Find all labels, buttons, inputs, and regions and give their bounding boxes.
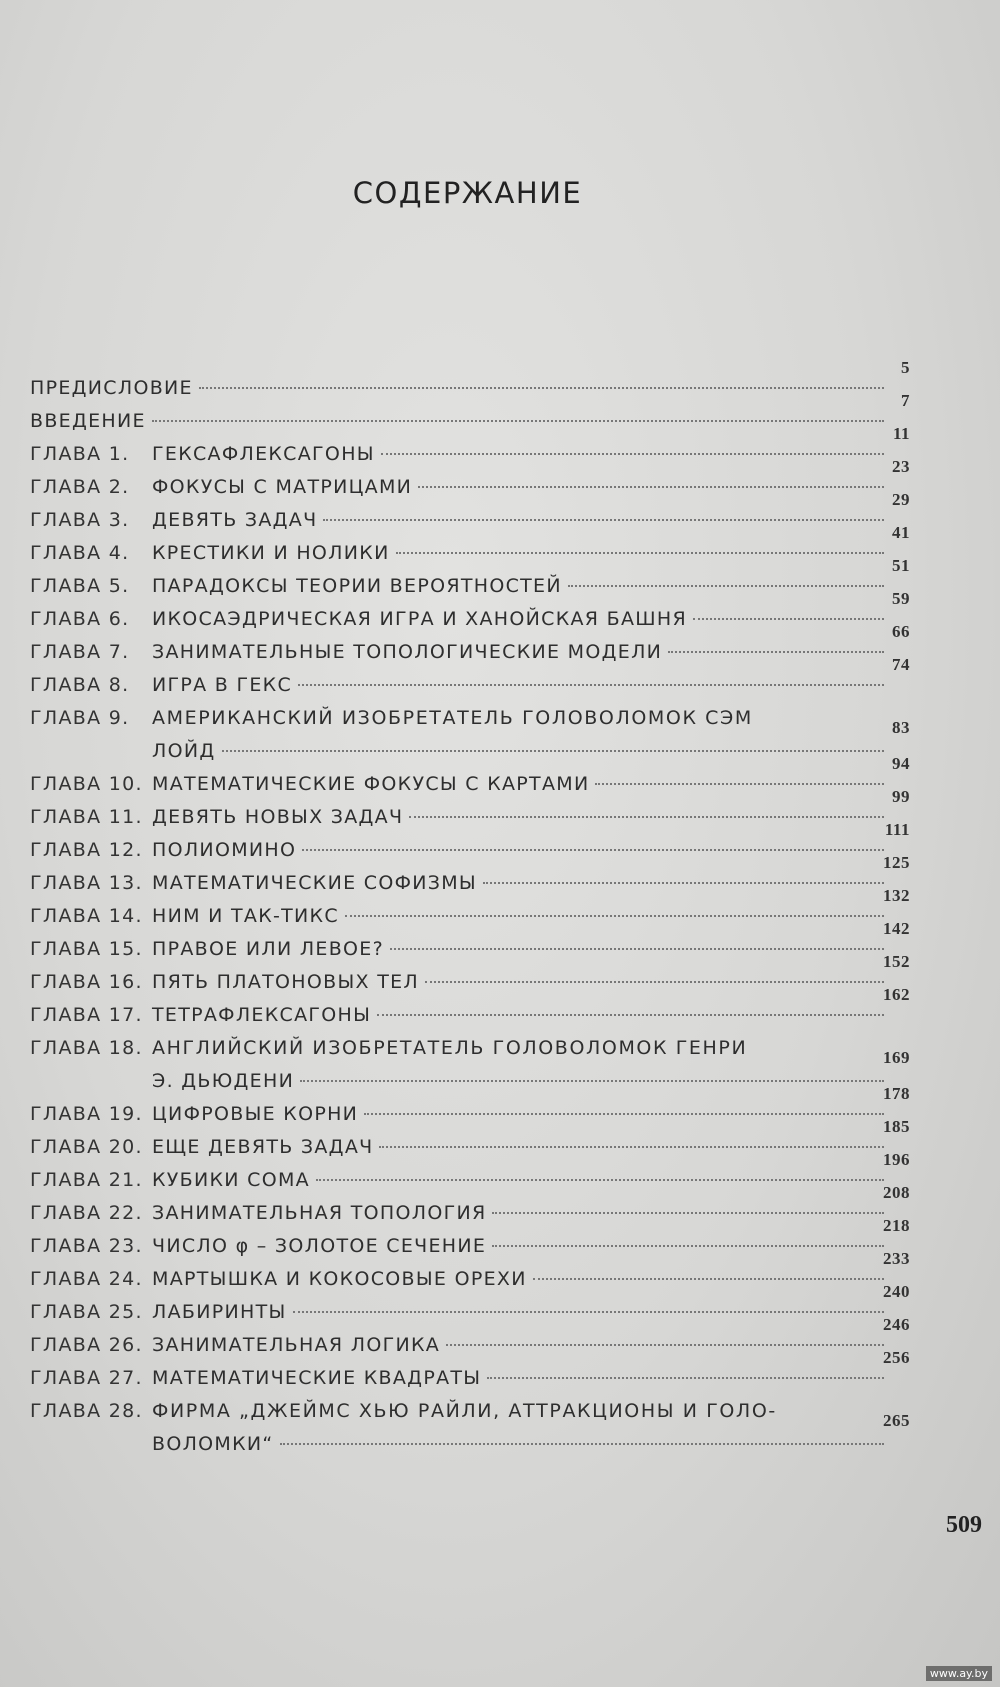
chapter-title: ПРЕДИСЛОВИЕ bbox=[30, 377, 193, 399]
dot-leader bbox=[381, 453, 884, 455]
chapter-title: ТЕТРАФЛЕКСАГОНЫ bbox=[152, 1004, 372, 1026]
chapter-prefix: ГЛАВА 18. bbox=[30, 1037, 143, 1059]
chapter-title: ИГРА В ГЕКС bbox=[152, 674, 293, 696]
page-number: 51 bbox=[892, 556, 910, 575]
dot-leader bbox=[323, 519, 884, 521]
chapter-title: ДЕВЯТЬ НОВЫХ ЗАДАЧ bbox=[152, 806, 404, 828]
toc-entry bbox=[30, 820, 960, 867]
chapter-title: ЗАНИМАТЕЛЬНАЯ ТОПОЛОГИЯ bbox=[152, 1202, 487, 1224]
entry-body bbox=[152, 438, 960, 471]
entry-body bbox=[152, 1230, 960, 1263]
toc-entry bbox=[30, 1150, 960, 1197]
dot-leader bbox=[298, 684, 884, 686]
chapter-prefix: ГЛАВА 21. bbox=[30, 1169, 143, 1191]
chapter-prefix: ГЛАВА 2. bbox=[30, 476, 130, 498]
entry-body bbox=[152, 1296, 960, 1329]
toc-entry bbox=[30, 886, 960, 933]
chapter-prefix: ГЛАВА 15. bbox=[30, 938, 143, 960]
chapter-prefix: ГЛАВА 1. bbox=[30, 443, 130, 465]
dot-leader bbox=[152, 420, 884, 422]
page-number: 240 bbox=[883, 1282, 910, 1301]
entry-body bbox=[152, 537, 960, 570]
chapter-prefix: ГЛАВА 16. bbox=[30, 971, 143, 993]
page-number: 169 bbox=[883, 1048, 910, 1067]
dot-leader bbox=[568, 585, 884, 587]
chapter-prefix: ГЛАВА 9. bbox=[30, 707, 130, 729]
page-number: 111 bbox=[884, 820, 910, 839]
toc-entry bbox=[30, 1032, 960, 1098]
page-number: 66 bbox=[892, 622, 910, 641]
page-folio-number: 509 bbox=[946, 1512, 982, 1538]
dot-leader bbox=[446, 1344, 884, 1346]
page-number: 83 bbox=[892, 718, 910, 737]
entry-body bbox=[152, 1098, 960, 1131]
chapter-title: ДЕВЯТЬ ЗАДАЧ bbox=[152, 509, 318, 531]
page-number: 94 bbox=[892, 754, 910, 773]
dot-leader bbox=[418, 486, 884, 488]
chapter-prefix: ГЛАВА 14. bbox=[30, 905, 143, 927]
entry-body bbox=[152, 933, 960, 966]
entry-body bbox=[152, 1197, 960, 1230]
chapter-prefix: ГЛАВА 6. bbox=[30, 608, 130, 630]
toc-entry bbox=[30, 1216, 960, 1263]
chapter-title: ЗАНИМАТЕЛЬНЫЕ ТОПОЛОГИЧЕСКИЕ МОДЕЛИ bbox=[152, 641, 663, 663]
chapter-prefix: ГЛАВА 25. bbox=[30, 1301, 143, 1323]
dot-leader bbox=[595, 783, 884, 785]
page-number: 178 bbox=[883, 1084, 910, 1103]
dot-leader bbox=[492, 1245, 884, 1247]
toc-entry bbox=[30, 919, 960, 966]
page-number: 246 bbox=[883, 1315, 910, 1334]
page-number: 208 bbox=[883, 1183, 910, 1202]
chapter-prefix: ГЛАВА 22. bbox=[30, 1202, 143, 1224]
chapter-title: НИМ И ТАК-ТИКС bbox=[152, 905, 339, 927]
toc-entry bbox=[30, 1084, 960, 1131]
entry-body bbox=[152, 1131, 960, 1164]
chapter-prefix: ГЛАВА 5. bbox=[30, 575, 130, 597]
entry-body bbox=[152, 900, 960, 933]
dot-leader bbox=[302, 849, 884, 851]
chapter-title: ИКОСАЭДРИЧЕСКАЯ ИГРА И ХАНОЙСКАЯ БАШНЯ bbox=[152, 608, 687, 630]
chapter-title: ГЕКСАФЛЕКСАГОНЫ bbox=[152, 443, 375, 465]
toc-entry bbox=[30, 754, 960, 801]
toc-entry bbox=[30, 853, 960, 900]
entry-body bbox=[152, 1164, 960, 1197]
toc-entry bbox=[30, 490, 960, 537]
chapter-prefix: ГЛАВА 13. bbox=[30, 872, 143, 894]
toc-entry bbox=[30, 622, 960, 669]
toc-entry bbox=[30, 787, 960, 834]
entry-body bbox=[152, 1395, 960, 1461]
dot-leader bbox=[396, 552, 884, 554]
chapter-title: КРЕСТИКИ И НОЛИКИ bbox=[152, 542, 390, 564]
dot-leader bbox=[364, 1113, 884, 1115]
chapter-title-continued: Э. ДЬЮДЕНИ bbox=[152, 1070, 295, 1092]
chapter-title: МАТЕМАТИЧЕСКИЕ ФОКУСЫ С КАРТАМИ bbox=[152, 773, 590, 795]
dot-leader bbox=[492, 1212, 884, 1214]
page-number: 29 bbox=[892, 490, 910, 509]
chapter-title: ЗАНИМАТЕЛЬНАЯ ЛОГИКА bbox=[152, 1334, 441, 1356]
page-number: 41 bbox=[892, 523, 910, 542]
chapter-title-continued: ВОЛОМКИ“ bbox=[152, 1433, 274, 1455]
dot-leader bbox=[409, 816, 884, 818]
toc-entry bbox=[30, 952, 960, 999]
chapter-title: АМЕРИКАНСКИЙ ИЗОБРЕТАТЕЛЬ ГОЛОВОЛОМОК СЭМ bbox=[152, 707, 753, 729]
toc-entry bbox=[30, 391, 960, 438]
toc-entry bbox=[30, 1395, 960, 1461]
page-number: 5 bbox=[901, 358, 910, 377]
dot-leader bbox=[390, 948, 884, 950]
entry-body bbox=[152, 801, 960, 834]
chapter-title: КУБИКИ СОМА bbox=[152, 1169, 310, 1191]
entry-body bbox=[152, 768, 960, 801]
toc-entry bbox=[30, 985, 960, 1032]
entry-body bbox=[152, 1329, 960, 1362]
toc-entry bbox=[30, 424, 960, 471]
dot-leader bbox=[222, 750, 885, 752]
chapter-prefix: ГЛАВА 7. bbox=[30, 641, 130, 663]
chapter-title: ФОКУСЫ С МАТРИЦАМИ bbox=[152, 476, 413, 498]
entry-body bbox=[152, 570, 960, 603]
page-number: 265 bbox=[883, 1411, 910, 1430]
dot-leader bbox=[668, 651, 884, 653]
toc-entry bbox=[30, 1315, 960, 1362]
page-number: 152 bbox=[883, 952, 910, 971]
chapter-title: ПАРАДОКСЫ ТЕОРИИ ВЕРОЯТНОСТЕЙ bbox=[152, 575, 562, 597]
chapter-title: ПРАВОЕ ИЛИ ЛЕВОЕ? bbox=[152, 938, 384, 960]
entry-body bbox=[152, 669, 960, 702]
page-number: 59 bbox=[892, 589, 910, 608]
entry-body bbox=[30, 405, 960, 438]
dot-leader bbox=[280, 1443, 884, 1445]
site-watermark: www.ay.by bbox=[926, 1666, 992, 1681]
dot-leader bbox=[425, 981, 884, 983]
dot-leader bbox=[487, 1377, 884, 1379]
entry-body bbox=[152, 999, 960, 1032]
chapter-prefix: ГЛАВА 26. bbox=[30, 1334, 143, 1356]
dot-leader bbox=[483, 882, 884, 884]
chapter-prefix: ГЛАВА 8. bbox=[30, 674, 130, 696]
entry-body bbox=[152, 1032, 960, 1098]
toc-entry bbox=[30, 1117, 960, 1164]
chapter-title: ЛАБИРИНТЫ bbox=[152, 1301, 287, 1323]
page-number: 74 bbox=[892, 655, 910, 674]
chapter-prefix: ГЛАВА 10. bbox=[30, 773, 143, 795]
entry-body bbox=[152, 966, 960, 999]
toc-entry bbox=[30, 556, 960, 603]
chapter-title: ЦИФРОВЫЕ КОРНИ bbox=[152, 1103, 359, 1125]
page-number: 256 bbox=[883, 1348, 910, 1367]
dot-leader bbox=[199, 387, 884, 389]
entry-body bbox=[152, 1362, 960, 1395]
chapter-prefix: ГЛАВА 12. bbox=[30, 839, 143, 861]
chapter-prefix: ГЛАВА 4. bbox=[30, 542, 130, 564]
page-number: 23 bbox=[892, 457, 910, 476]
toc-entry bbox=[30, 655, 960, 702]
dot-leader bbox=[533, 1278, 884, 1280]
page-number: 132 bbox=[883, 886, 910, 905]
page-number: 142 bbox=[883, 919, 910, 938]
page-number: 218 bbox=[883, 1216, 910, 1235]
dot-leader bbox=[316, 1179, 884, 1181]
chapter-title: МАРТЫШКА И КОКОСОВЫЕ ОРЕХИ bbox=[152, 1268, 527, 1290]
dot-leader bbox=[379, 1146, 884, 1148]
chapter-title: ЕЩЕ ДЕВЯТЬ ЗАДАЧ bbox=[152, 1136, 374, 1158]
entry-body bbox=[152, 504, 960, 537]
entry-body bbox=[152, 603, 960, 636]
dot-leader bbox=[293, 1311, 884, 1313]
toc-entry bbox=[30, 702, 960, 768]
chapter-prefix: ГЛАВА 27. bbox=[30, 1367, 143, 1389]
dot-leader bbox=[693, 618, 884, 620]
page-number: 233 bbox=[883, 1249, 910, 1268]
table-of-contents bbox=[30, 358, 960, 1461]
chapter-title: ПЯТЬ ПЛАТОНОВЫХ ТЕЛ bbox=[152, 971, 419, 993]
dot-leader bbox=[377, 1014, 884, 1016]
chapter-title: ФИРМА „ДЖЕЙМС ХЬЮ РАЙЛИ, АТТРАКЦИОНЫ И ГОЛО- bbox=[152, 1400, 777, 1422]
page-number: 99 bbox=[892, 787, 910, 806]
chapter-prefix: ГЛАВА 3. bbox=[30, 509, 130, 531]
chapter-prefix: ГЛАВА 28. bbox=[30, 1400, 143, 1422]
chapter-title: ПОЛИОМИНО bbox=[152, 839, 297, 861]
entry-body bbox=[152, 834, 960, 867]
page-number: 125 bbox=[883, 853, 910, 872]
page-number: 196 bbox=[883, 1150, 910, 1169]
chapter-title: МАТЕМАТИЧЕСКИЕ СОФИЗМЫ bbox=[152, 872, 477, 894]
page-number: 7 bbox=[901, 391, 910, 410]
chapter-prefix: ГЛАВА 24. bbox=[30, 1268, 143, 1290]
dot-leader bbox=[345, 915, 884, 917]
entry-body bbox=[152, 702, 960, 768]
page-title: СОДЕРЖАНИЕ bbox=[352, 176, 583, 210]
page-number: 162 bbox=[883, 985, 910, 1004]
page-number: 185 bbox=[883, 1117, 910, 1136]
chapter-prefix: ГЛАВА 19. bbox=[30, 1103, 143, 1125]
chapter-prefix: ГЛАВА 20. bbox=[30, 1136, 143, 1158]
dot-leader bbox=[300, 1080, 884, 1082]
toc-entry bbox=[30, 457, 960, 504]
chapter-title: АНГЛИЙСКИЙ ИЗОБРЕТАТЕЛЬ ГОЛОВОЛОМОК ГЕНРИ bbox=[152, 1037, 748, 1059]
entry-body bbox=[30, 372, 960, 405]
toc-entry bbox=[30, 523, 960, 570]
chapter-title: МАТЕМАТИЧЕСКИЕ КВАДРАТЫ bbox=[152, 1367, 482, 1389]
chapter-title-continued: ЛОЙД bbox=[152, 740, 216, 762]
entry-body bbox=[152, 867, 960, 900]
entry-body bbox=[152, 1263, 960, 1296]
chapter-title: ЧИСЛО φ – ЗОЛОТОЕ СЕЧЕНИЕ bbox=[152, 1235, 487, 1257]
chapter-prefix: ГЛАВА 23. bbox=[30, 1235, 143, 1257]
chapter-title: ВВЕДЕНИЕ bbox=[30, 410, 146, 432]
toc-entry bbox=[30, 1249, 960, 1296]
toc-entry bbox=[30, 1183, 960, 1230]
entry-body bbox=[152, 636, 960, 669]
toc-entry bbox=[30, 589, 960, 636]
toc-entry bbox=[30, 358, 960, 405]
page-number: 11 bbox=[892, 424, 910, 443]
chapter-prefix: ГЛАВА 11. bbox=[30, 806, 143, 828]
toc-entry bbox=[30, 1282, 960, 1329]
toc-entry bbox=[30, 1348, 960, 1395]
entry-body bbox=[152, 471, 960, 504]
chapter-prefix: ГЛАВА 17. bbox=[30, 1004, 143, 1026]
